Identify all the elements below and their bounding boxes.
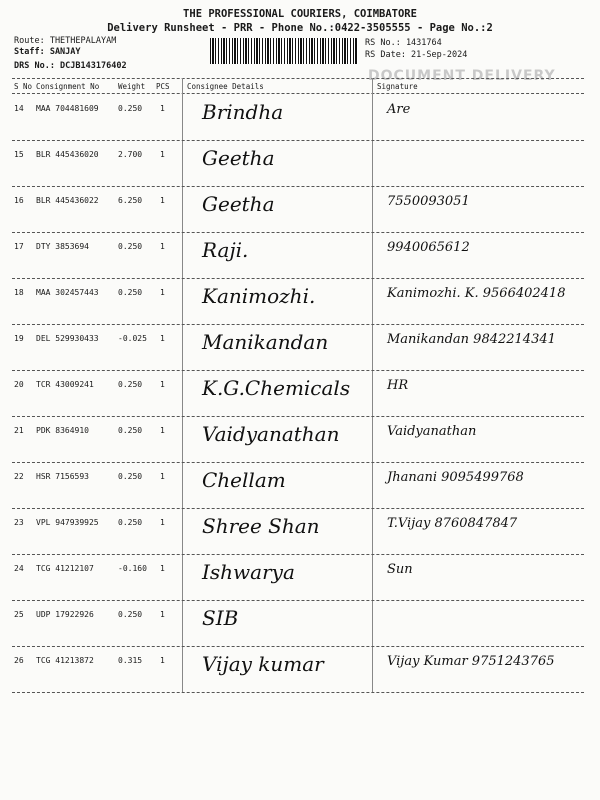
sno-cell: 23 [14, 518, 24, 527]
col-consignee: Consignee Details [187, 82, 264, 91]
pcs-cell: 1 [160, 426, 165, 435]
row-divider [12, 186, 584, 187]
signature-handwriting: Jhanani 9095499768 [387, 470, 524, 485]
consignment-cell: TCG 41212107 [36, 564, 94, 573]
consignee-handwriting: Kanimozhi. [202, 284, 316, 308]
sno-cell: 18 [14, 288, 24, 297]
rs-date: RS Date: 21-Sep-2024 [365, 50, 468, 60]
row-divider [12, 416, 584, 417]
sno-cell: 16 [14, 196, 24, 205]
consignee-handwriting: Shree Shan [202, 514, 320, 538]
col-consignment: Consignment No [36, 82, 100, 91]
signature-handwriting: Vaidyanathan [387, 424, 477, 439]
row-divider [12, 508, 584, 509]
drs-label: DRS No.: DCJB143176402 [14, 61, 127, 71]
barcode [210, 38, 358, 64]
sno-cell: 24 [14, 564, 24, 573]
consignee-handwriting: Geetha [202, 192, 275, 216]
consignee-handwriting: Geetha [202, 146, 275, 170]
consignee-handwriting: Raji. [202, 238, 249, 262]
col-sno: S No [14, 82, 33, 91]
consignee-handwriting: Ishwarya [202, 560, 295, 584]
table-row [12, 188, 584, 234]
pcs-cell: 1 [160, 150, 165, 159]
signature-handwriting: 9940065612 [387, 240, 470, 255]
row-divider [12, 462, 584, 463]
staff-label: Staff: SANJAY [14, 47, 81, 57]
pcs-cell: 1 [160, 334, 165, 343]
consignment-cell: TCR 43009241 [36, 380, 94, 389]
table-row [12, 648, 584, 694]
sno-cell: 14 [14, 104, 24, 113]
table-row [12, 326, 584, 372]
col-weight: Weight [118, 82, 146, 91]
table-row [12, 556, 584, 602]
pcs-cell: 1 [160, 288, 165, 297]
consignment-cell: DTY 3853694 [36, 242, 89, 251]
row-divider [12, 140, 584, 141]
table-row [12, 464, 584, 510]
pcs-cell: 1 [160, 518, 165, 527]
consignee-handwriting: SIB [202, 606, 239, 630]
col-signature: Signature [377, 82, 418, 91]
pcs-cell: 1 [160, 564, 165, 573]
table-row [12, 142, 584, 188]
weight-cell: 0.250 [118, 288, 143, 297]
sno-cell: 21 [14, 426, 24, 435]
consignee-handwriting: Brindha [202, 100, 284, 124]
pcs-cell: 1 [160, 472, 165, 481]
table-row [12, 418, 584, 464]
row-divider [12, 600, 584, 601]
weight-cell: -0.160 [118, 564, 147, 573]
table-row [12, 510, 584, 556]
signature-handwriting: Kanimozhi. K. 9566402418 [387, 286, 566, 301]
signature-handwriting: Vijay Kumar 9751243765 [387, 654, 555, 669]
signature-handwriting: T.Vijay 8760847847 [387, 516, 518, 531]
weight-cell: 6.250 [118, 196, 143, 205]
weight-cell: 0.250 [118, 242, 143, 251]
consignment-cell: PDK 8364910 [36, 426, 89, 435]
sno-cell: 20 [14, 380, 24, 389]
pcs-cell: 1 [160, 380, 165, 389]
consignment-cell: HSR 7156593 [36, 472, 89, 481]
consignment-cell: BLR 445436020 [36, 150, 99, 159]
consignment-cell: BLR 445436022 [36, 196, 99, 205]
pcs-cell: 1 [160, 656, 165, 665]
consignee-handwriting: K.G.Chemicals [202, 376, 351, 400]
col-pcs: PCS [156, 82, 170, 91]
pcs-cell: 1 [160, 242, 165, 251]
consignee-handwriting: Manikandan [202, 330, 329, 354]
consignment-cell: MAA 704481609 [36, 104, 99, 113]
sno-cell: 26 [14, 656, 24, 665]
rs-number: RS No.: 1431764 [365, 38, 442, 48]
sno-cell: 17 [14, 242, 24, 251]
sno-cell: 25 [14, 610, 24, 619]
signature-handwriting: HR [387, 378, 409, 393]
pcs-cell: 1 [160, 104, 165, 113]
consignment-cell: MAA 302457443 [36, 288, 99, 297]
weight-cell: 0.250 [118, 426, 143, 435]
sno-cell: 19 [14, 334, 24, 343]
document-delivery-stamp: DOCUMENT DELIVERY [368, 68, 556, 84]
consignment-cell: VPL 947939925 [36, 518, 99, 527]
weight-cell: 0.250 [118, 610, 143, 619]
row-divider [12, 646, 584, 647]
weight-cell: 0.250 [118, 104, 143, 113]
weight-cell: 0.250 [118, 518, 143, 527]
consignment-cell: DEL 529930433 [36, 334, 99, 343]
row-divider [12, 232, 584, 233]
weight-cell: 0.250 [118, 380, 143, 389]
sno-cell: 15 [14, 150, 24, 159]
consignment-cell: TCG 41213872 [36, 656, 94, 665]
weight-cell: 2.700 [118, 150, 143, 159]
pcs-cell: 1 [160, 196, 165, 205]
row-divider [12, 278, 584, 279]
runsheet-subtitle: Delivery Runsheet - PRR - Phone No.:0422-3505555 - Page No.:2 [107, 22, 493, 34]
signature-handwriting: Manikandan 9842214341 [387, 332, 556, 347]
consignment-cell: UDP 17922926 [36, 610, 94, 619]
table-row [12, 280, 584, 326]
weight-cell: -0.025 [118, 334, 147, 343]
row-divider [12, 370, 584, 371]
weight-cell: 0.315 [118, 656, 143, 665]
table-row [12, 234, 584, 280]
row-divider [12, 324, 584, 325]
route-label: Route: THETHEPALAYAM [14, 36, 117, 46]
consignee-handwriting: Chellam [202, 468, 286, 492]
row-divider [12, 554, 584, 555]
pcs-cell: 1 [160, 610, 165, 619]
table-row [12, 372, 584, 418]
consignee-handwriting: Vaidyanathan [202, 422, 340, 446]
table-row [12, 96, 584, 142]
row-divider [12, 692, 584, 693]
sno-cell: 22 [14, 472, 24, 481]
weight-cell: 0.250 [118, 472, 143, 481]
signature-handwriting: 7550093051 [387, 194, 470, 209]
consignee-handwriting: Vijay kumar [202, 652, 324, 676]
header-bottom-divider [12, 93, 584, 94]
signature-handwriting: Are [387, 102, 411, 117]
table-row [12, 602, 584, 648]
header-top-divider [12, 78, 584, 79]
company-title: THE PROFESSIONAL COURIERS, COIMBATORE [183, 8, 417, 20]
signature-handwriting: Sun [387, 562, 413, 577]
